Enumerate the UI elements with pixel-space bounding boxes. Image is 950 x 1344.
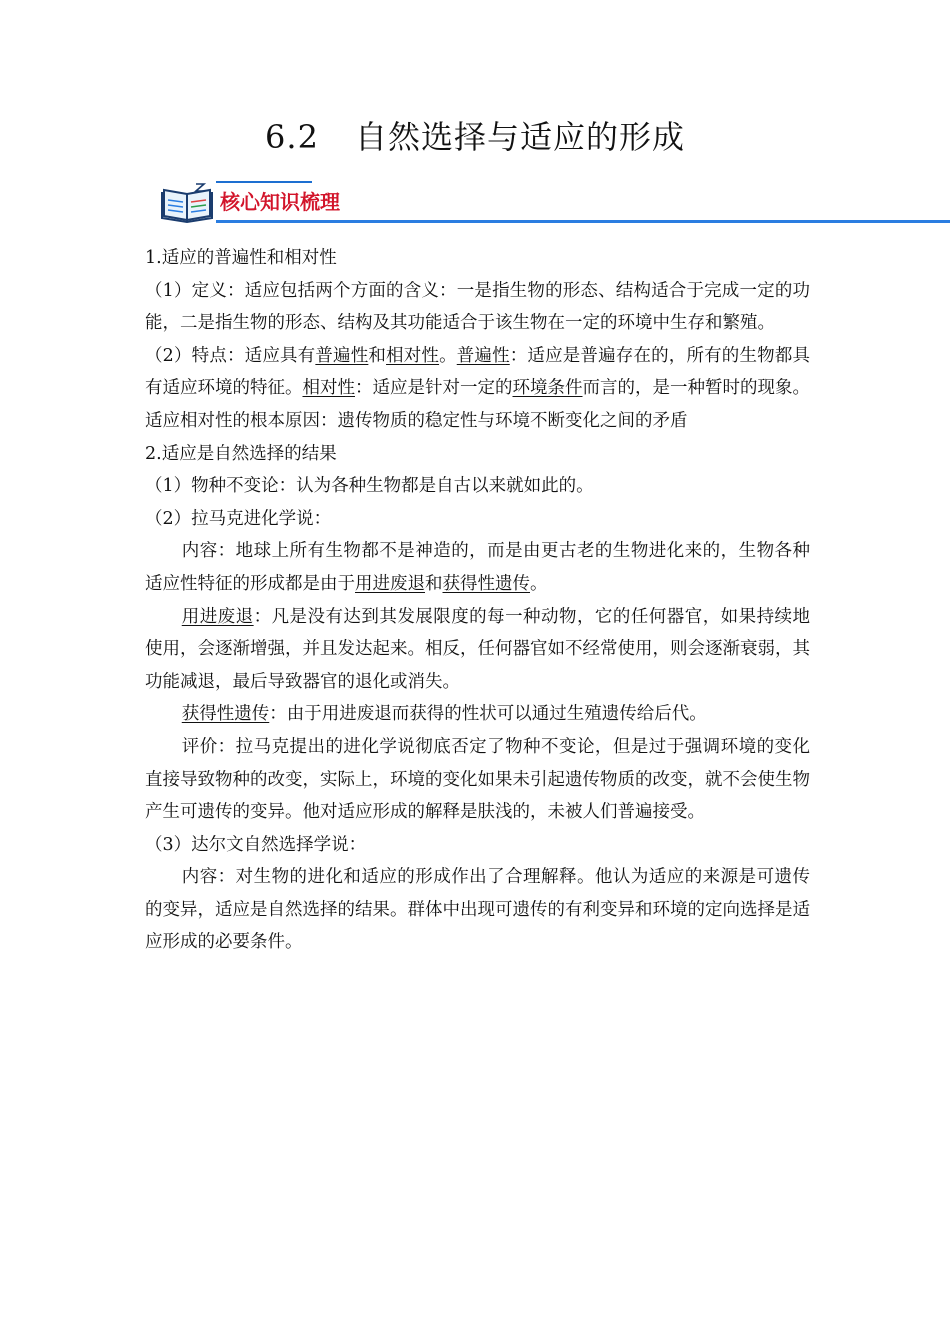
content-body <box>145 242 810 959</box>
paragraph-evaluation: 评价：拉马克提出的进化学说彻底否定了物种不变论，但是过于强调环境的变化直接导致物种的改变，实际上，环境的变化如果未引起遗传物质的改变，就不会使生物产生可遗传的变异。他对适应形成的解释是肤浅的，未被人们普遍接受。 <box>145 736 810 823</box>
header-accent-line <box>216 181 312 183</box>
heading-2: 2.适应是自然选择的结果 <box>145 443 337 464</box>
paragraph-lamarck-content: 内容：地球上所有生物都不是神造的，而是由更古老的生物进化来的，生物各种适应性特征的形成都是由于用进废退和获得性遗传。 <box>145 541 810 594</box>
paragraph-features: （2）特点：适应具有普遍性和相对性。普遍性：适应是普遍存在的，所有的生物都具有适应环境的特征。相对性：适应是针对一定的环境条件而言的，是一种暂时的现象。适应相对性的根本原因：遗传物质的稳定性与环境不断变化之间的矛盾 <box>145 345 810 431</box>
section-label: 核心知识梳理 <box>220 190 340 214</box>
title-text: 自然选择与适应的形成 <box>354 118 685 156</box>
paragraph-darwin-content: 内容：对生物的进化和适应的形成作出了合理解释。他认为适应的来源是可遗传的变异，适应是自然选择的结果。群体中出现可遗传的有利变异和环境的定向选择是适应形成的必要条件。 <box>145 867 810 953</box>
paragraph-lamarck-title: （2）拉马克进化学说： <box>145 508 332 529</box>
heading-1: 1.适应的普遍性和相对性 <box>145 248 337 268</box>
page-title <box>0 112 950 158</box>
paragraph-darwin-title: （3）达尔文自然选择学说： <box>145 834 367 855</box>
section-rule <box>216 220 950 223</box>
paragraph-use-disuse: 用进废退：凡是没有达到其发展限度的每一种动物，它的任何器官，如果持续地使用，会逐渐增强，并且发达起来。相反，任何器官如不经常使用，则会逐渐衰弱，其功能减退，最后导致器官的退化或消失。 <box>145 606 811 692</box>
paragraph-definition: （1）定义：适应包括两个方面的含义：一是指生物的形态、结构适合于完成一定的功能，二是指生物的形态、结构及其功能适合于该生物在一定的环境中生存和繁殖。 <box>145 280 810 334</box>
title-number: 6.2 <box>265 118 319 156</box>
paragraph-species-fixity: （1）物种不变论：认为各种生物都是自古以来就如此的。 <box>145 476 594 497</box>
section-header <box>160 176 950 226</box>
book-icon <box>160 180 216 224</box>
paragraph-acquired-inheritance: 获得性遗传：由于用进废退而获得的性状可以通过生殖遗传给后代。 <box>181 704 707 725</box>
